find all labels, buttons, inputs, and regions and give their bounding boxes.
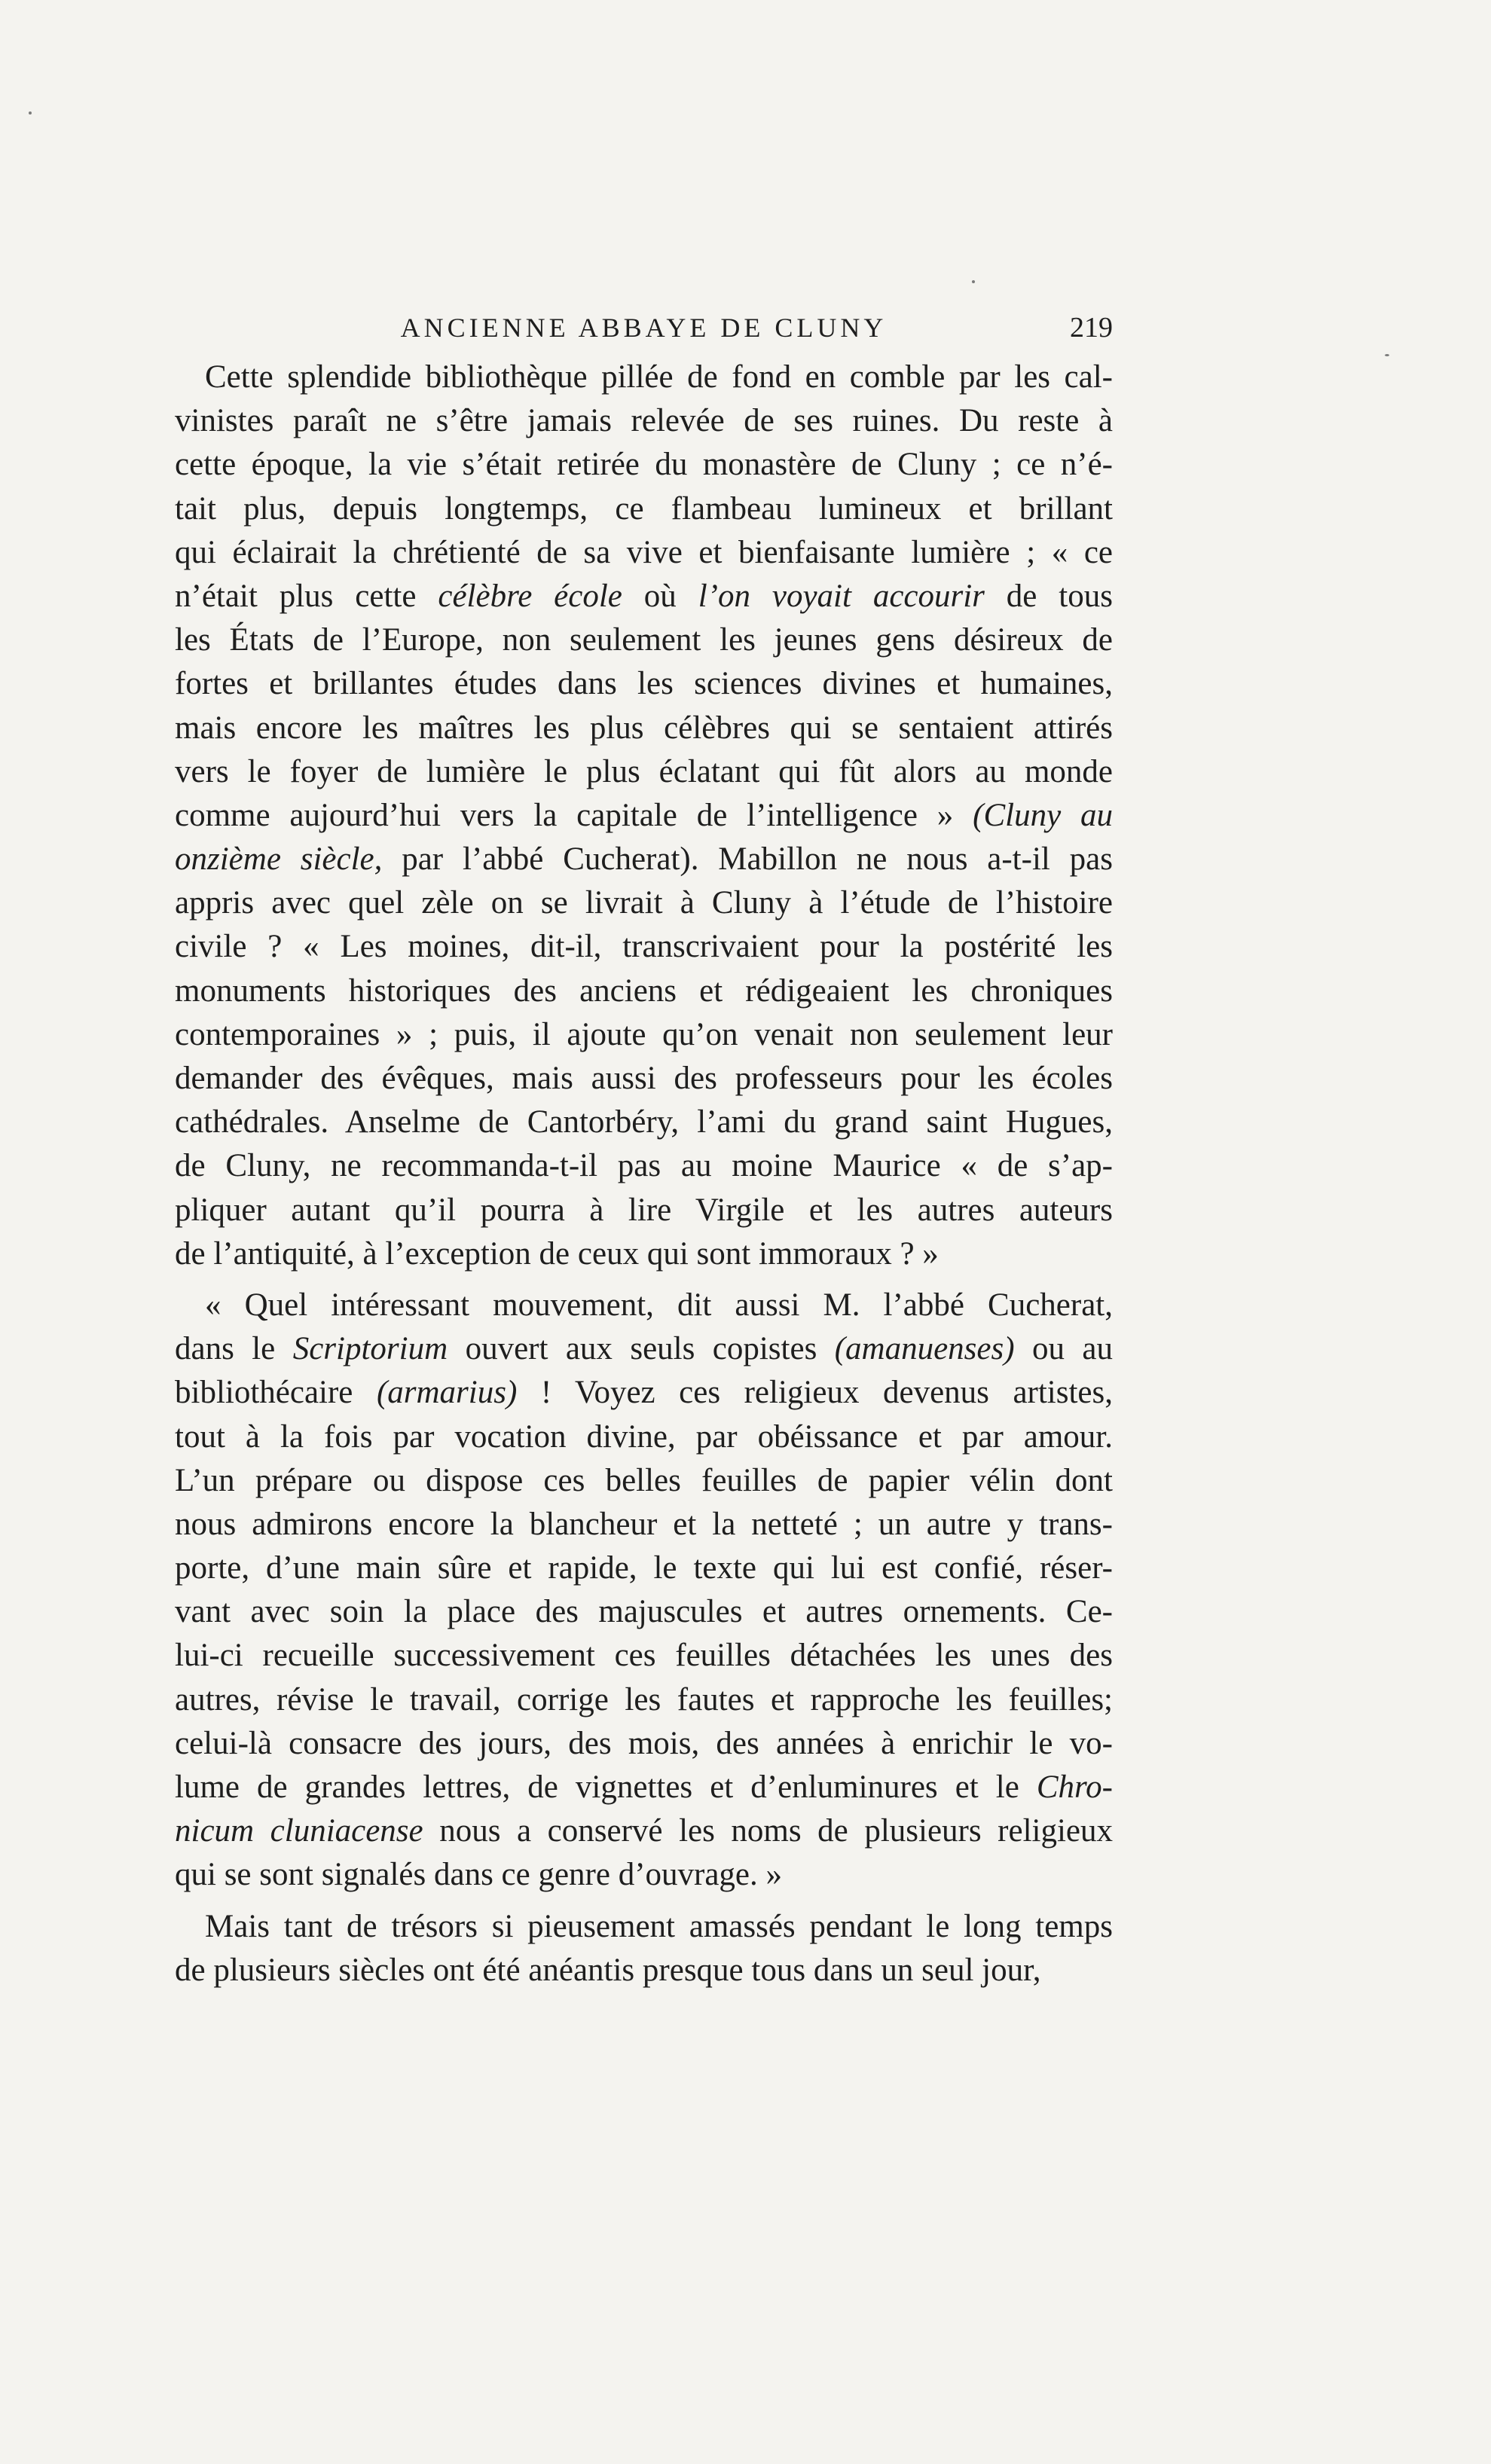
text-line <box>175 487 1113 531</box>
text-line <box>175 1189 1113 1232</box>
text-line <box>175 356 1113 399</box>
text-line <box>175 1144 1113 1188</box>
italic-text: l’on voyait accourir <box>698 578 985 614</box>
text-line <box>175 881 1113 925</box>
text-line <box>175 1101 1113 1144</box>
paragraph <box>175 356 1113 1276</box>
text-segment: qui se sont signalés dans ce genre d’ouvrage. » <box>175 1857 783 1893</box>
text-segment: mais encore les maîtres les plus célèbres qui se sentaient attirés <box>175 710 1113 746</box>
text-segment: où <box>622 578 698 614</box>
text-line <box>175 1284 1113 1327</box>
text-line <box>175 838 1113 881</box>
text-segment: monuments historiques des anciens et rédigeaient les chroniques <box>175 972 1113 1009</box>
text-line <box>175 1853 1113 1897</box>
text-segment: cathédrales. Anselme de Cantorbéry, l’ami du grand saint Hugues, <box>175 1104 1113 1140</box>
text-line <box>175 1415 1113 1459</box>
text-line <box>175 1634 1113 1678</box>
paragraph-gap <box>175 1276 1113 1284</box>
paragraph-gap <box>175 1898 1113 1905</box>
text-segment: dans le <box>175 1331 293 1367</box>
italic-text: célèbre école <box>438 578 622 614</box>
text-line <box>175 1678 1113 1722</box>
text-line <box>175 1503 1113 1546</box>
text-line <box>175 1722 1113 1766</box>
text-segment: ouvert aux seuls copistes <box>448 1331 835 1367</box>
text-line <box>175 399 1113 443</box>
text-line <box>175 1949 1113 1992</box>
text-segment: Mais tant de trésors si pieusement amassés pendant le long temps <box>205 1908 1113 1944</box>
italic-text: onzième siècle, <box>175 841 383 878</box>
text-segment: lume de grandes lettres, de vignettes et d’enluminures et le <box>175 1769 1037 1805</box>
text-line <box>175 1459 1113 1503</box>
page-number: 219 <box>1070 312 1113 343</box>
text-segment: appris avec quel zèle on se livrait à Cluny à l’étude de l’histoire <box>175 885 1113 921</box>
text-segment: les États de l’Europe, non seulement les jeunes gens désireux de <box>175 622 1113 658</box>
text-segment: porte, d’une main sûre et rapide, le texte qui lui est confié, réser- <box>175 1550 1113 1586</box>
running-title: ANCIENNE ABBAYE DE CLUNY <box>400 313 888 343</box>
text-segment: qui éclairait la chrétienté de sa vive et bienfaisante lumière ; « ce <box>175 534 1113 570</box>
text-segment: tait plus, depuis longtemps, ce flambeau lumineux et brillant <box>175 490 1113 527</box>
text-line <box>175 1905 1113 1949</box>
paragraph <box>175 1905 1113 1992</box>
page-body <box>175 356 1113 1992</box>
text-segment: civile ? « Les moines, dit-il, transcrivaient pour la postérité les <box>175 929 1113 965</box>
text-segment: L’un prépare ou dispose ces belles feuilles de papier vélin dont <box>175 1462 1113 1498</box>
text-line <box>175 969 1113 1013</box>
italic-text: (amanuenses) <box>834 1331 1015 1367</box>
text-line <box>175 1809 1113 1853</box>
paper-speck <box>1385 354 1389 356</box>
text-line <box>175 1766 1113 1809</box>
paper-speck <box>972 280 975 283</box>
text-segment: ou au <box>1014 1331 1113 1367</box>
italic-text: (armarius) <box>376 1375 518 1411</box>
text-segment: cette époque, la vie s’était retirée du monastère de Cluny ; ce n’é- <box>175 447 1113 483</box>
text-segment: par l’abbé Cucherat). Mabillon ne nous a-t-il pas <box>382 841 1113 878</box>
text-segment: ! Voyez ces religieux devenus artistes, <box>517 1375 1113 1411</box>
text-line <box>175 925 1113 969</box>
text-segment: Cette splendide bibliothèque pillée de fond en comble par les cal- <box>205 359 1113 395</box>
text-line <box>175 1013 1113 1057</box>
text-segment: contemporaines » ; puis, il ajoute qu’on venait non seulement leur <box>175 1016 1113 1052</box>
page-header <box>175 305 1113 350</box>
text-segment: vers le foyer de lumière le plus éclatant qui fût alors au monde <box>175 753 1113 789</box>
text-line <box>175 750 1113 794</box>
italic-text: Chro- <box>1036 1769 1113 1805</box>
italic-text: nicum cluniacense <box>175 1813 423 1849</box>
text-line <box>175 707 1113 750</box>
text-line <box>175 575 1113 618</box>
text-segment: de Cluny, ne recommanda-t-il pas au moine Maurice « de s’ap- <box>175 1148 1113 1184</box>
text-segment: vinistes paraît ne s’être jamais relevée de ses ruines. Du reste à <box>175 403 1113 439</box>
text-segment: nous admirons encore la blancheur et la netteté ; un autre y trans- <box>175 1506 1113 1542</box>
text-segment: de tous <box>984 578 1113 614</box>
text-segment: demander des évêques, mais aussi des professeurs pour les écoles <box>175 1061 1113 1096</box>
text-line <box>175 443 1113 487</box>
text-segment: fortes et brillantes études dans les sciences divines et humaines, <box>175 666 1113 702</box>
text-segment: vant avec soin la place des majuscules et autres ornements. Ce- <box>175 1594 1113 1630</box>
text-segment: pliquer autant qu’il pourra à lire Virgile et les autres auteurs <box>175 1192 1113 1228</box>
text-segment: nous a conservé les noms de plusieurs religieux <box>423 1813 1113 1849</box>
text-line <box>175 1371 1113 1415</box>
text-line <box>175 794 1113 838</box>
text-segment: comme aujourd’hui vers la capitale de l’intelligence » <box>175 797 973 833</box>
text-line <box>175 1232 1113 1276</box>
text-segment: tout à la fois par vocation divine, par obéissance et par amour. <box>175 1418 1113 1455</box>
italic-text: Scriptorium <box>292 1331 448 1367</box>
text-segment: « Quel intéressant mouvement, dit aussi M. l’abbé Cucherat, <box>205 1287 1113 1323</box>
italic-text: (Cluny au <box>973 797 1113 833</box>
paper-speck <box>29 111 32 114</box>
text-segment: autres, révise le travail, corrige les fautes et rapproche les feuilles; <box>175 1681 1113 1717</box>
text-line <box>175 1327 1113 1371</box>
text-segment: bibliothécaire <box>175 1375 377 1411</box>
text-segment: celui-là consacre des jours, des mois, des années à enrichir le vo- <box>175 1725 1113 1761</box>
text-segment: de l’antiquité, à l’exception de ceux qui sont immoraux ? » <box>175 1235 939 1272</box>
text-line <box>175 1590 1113 1634</box>
text-segment: n’était plus cette <box>175 578 438 614</box>
text-line <box>175 531 1113 575</box>
text-line <box>175 1057 1113 1101</box>
paragraph <box>175 1284 1113 1898</box>
text-segment: lui-ci recueille successivement ces feuilles détachées les unes des <box>175 1638 1113 1674</box>
text-line <box>175 618 1113 662</box>
text-segment: de plusieurs siècles ont été anéantis presque tous dans un seul jour, <box>175 1952 1041 1988</box>
text-line <box>175 662 1113 706</box>
text-line <box>175 1546 1113 1590</box>
